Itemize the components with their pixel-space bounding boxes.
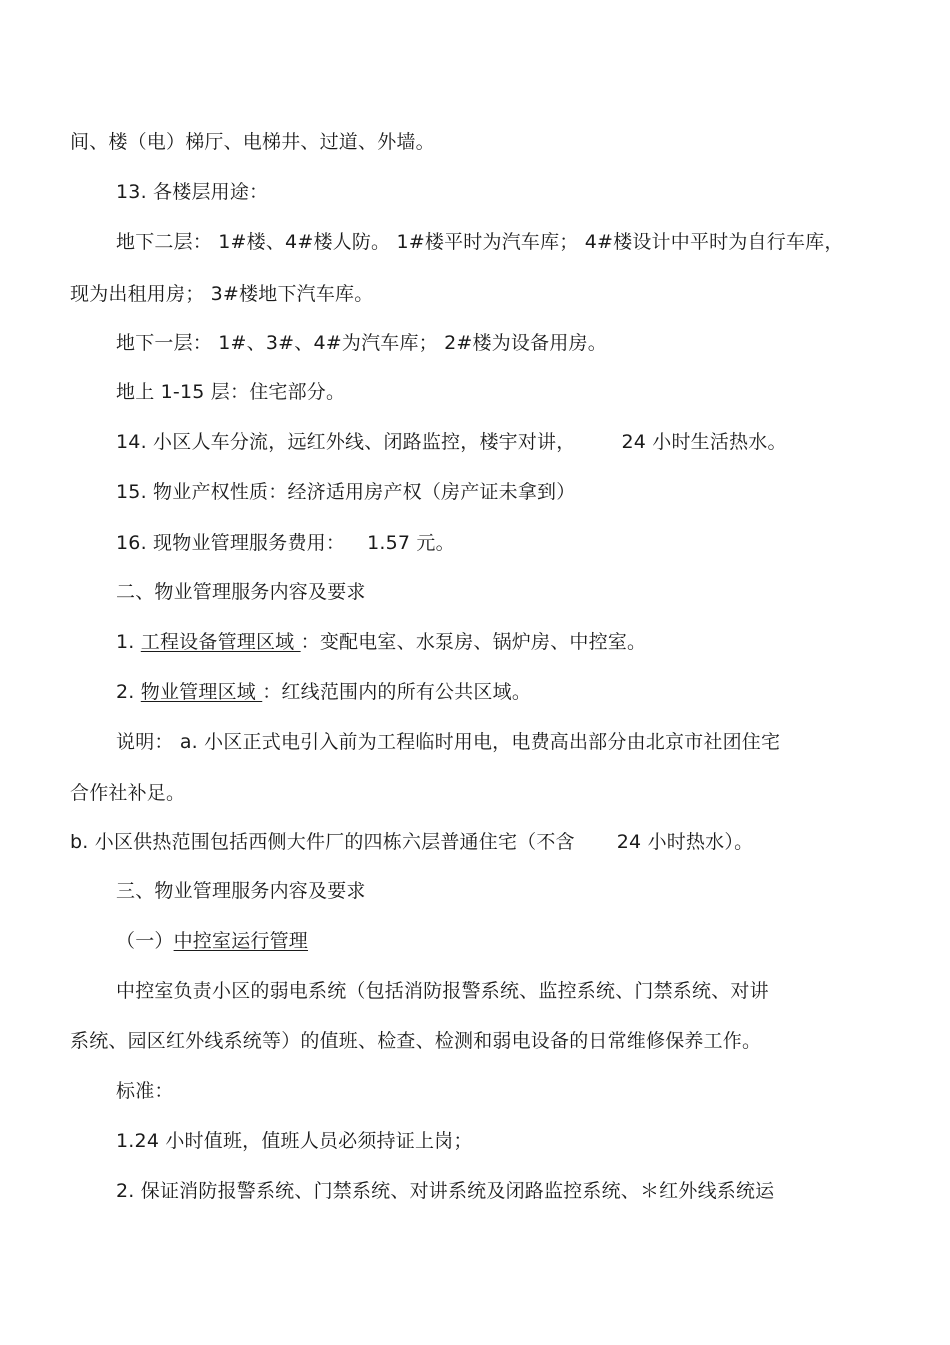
line-part: 1.57 元。 <box>367 532 455 554</box>
line-part: 2. <box>116 681 141 703</box>
paragraph-line: 地下一层： 1#、3#、4#为汽车库； 2#楼为设备用房。 <box>116 332 607 354</box>
paragraph-line <box>116 680 531 704</box>
paragraph-line: 间、楼（电）梯厅、电梯井、过道、外墙。 <box>70 131 435 153</box>
line-part: （一） <box>116 930 174 952</box>
paragraph-line: 15. 物业产权性质：经济适用房产权（房产证未拿到） <box>116 481 576 503</box>
line-part: ：红线范围内的所有公共区域。 <box>262 681 532 703</box>
underlined-term: 物业管理区域 <box>140 681 263 703</box>
paragraph-line: 合作社补足。 <box>70 782 186 804</box>
paragraph-line: 地下二层： 1#楼、4#楼人防。 1#楼平时为汽车库； 4#楼设计中平时为自行车库， <box>116 231 844 253</box>
paragraph-line: 中控室负责小区的弱电系统（包括消防报警系统、监控系统、门禁系统、对讲 <box>116 980 769 1002</box>
section-heading-13: 13. 各楼层用途： <box>116 181 269 203</box>
section-heading-2: 二、物业管理服务内容及要求 <box>116 581 366 603</box>
paragraph-line <box>70 830 753 854</box>
underlined-term: 中控室运行管理 <box>173 930 309 952</box>
paragraph-line: 1.24 小时值班，值班人员必须持证上岗； <box>116 1130 473 1152</box>
underlined-term: 工程设备管理区域 <box>140 631 301 653</box>
paragraph-line: 标准： <box>116 1080 174 1102</box>
paragraph-line: 系统、园区红外线系统等）的值班、检查、检测和弱电设备的日常维修保养工作。 <box>70 1030 762 1052</box>
paragraph-line: 说明： a. 小区正式电引入前为工程临时用电，电费高出部分由北京市社团住宅 <box>116 731 781 753</box>
subsection-heading <box>116 929 308 953</box>
paragraph-line: 地上 1-15 层：住宅部分。 <box>116 381 346 403</box>
line-part: 16. 现物业管理服务费用： <box>116 532 346 554</box>
paragraph-line <box>116 531 455 555</box>
paragraph-line <box>116 430 787 454</box>
paragraph-line: 2. 保证消防报警系统、门禁系统、对讲系统及闭路监控系统、＊红外线系统运 <box>116 1180 775 1202</box>
line-part: 14. 小区人车分流，远红外线、闭路监控，楼宇对讲， <box>116 431 576 453</box>
line-part: b. 小区供热范围包括西侧大件厂的四栋六层普通住宅（不含 <box>70 831 575 853</box>
line-part: ：变配电室、水泵房、锅炉房、中控室。 <box>300 631 647 653</box>
line-part: 24 小时生活热水。 <box>621 431 787 453</box>
line-part: 24 小时热水）。 <box>616 831 754 853</box>
line-part: 1. <box>116 631 141 653</box>
paragraph-line <box>116 630 646 654</box>
section-heading-3: 三、物业管理服务内容及要求 <box>116 880 366 902</box>
paragraph-line: 现为出租用房； 3#楼地下汽车库。 <box>70 283 374 305</box>
